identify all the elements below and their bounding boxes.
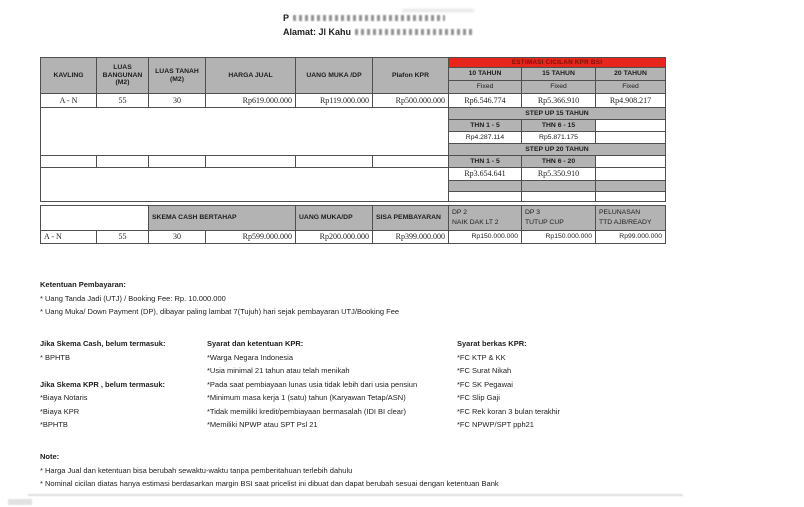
rate-type-15: Fixed: [522, 81, 596, 94]
empty-cell: [596, 181, 666, 192]
col-header-dp2: [449, 206, 522, 231]
empty-cell: [596, 120, 666, 132]
estimasi-cicilan-banner: ESTIMASI CICILAN KPR BSI: [449, 58, 666, 68]
section-title: Syarat berkas KPR:: [457, 339, 527, 348]
step-up-20-banner: STEP UP 20 TAHUN: [449, 144, 666, 156]
cell-uang-muka: Rp200.000.000: [296, 231, 373, 244]
col-header-luas-tanah: LUAS TANAH (M2): [149, 58, 206, 94]
scan-artifact: [402, 9, 474, 12]
step-up-20-value-1: Rp3.654.641: [449, 168, 522, 181]
empty-region: [41, 108, 449, 156]
col-header-tenor-10: 10 TAHUN: [449, 68, 522, 81]
list-item: *Pada saat pembiayaan lunas usia tidak lebih dari usia pensiun: [207, 379, 418, 389]
list-item: * Harga Jual dan ketentuan bisa berubah sewaktu-waktu tanpa pemberitahuan terlebih dahulu: [40, 465, 353, 475]
cash-exclusions-section: [40, 337, 206, 432]
empty-cell: [41, 156, 97, 168]
cell-uang-muka: Rp119.000.000: [296, 94, 373, 108]
cell-harga-jual: Rp599.000.000: [206, 231, 296, 244]
step-up-15-range-1: THN 1 - 5: [449, 120, 522, 132]
pelunasan-line1: PELUNASAN: [599, 208, 641, 216]
section-title: Syarat dan ketentuan KPR:: [207, 339, 304, 348]
cell-kavling: A - N: [41, 231, 97, 244]
list-item: *BPHTB: [40, 420, 68, 429]
empty-cell: [149, 156, 206, 168]
col-header-pelunasan: [596, 206, 666, 231]
list-item: *Minimum masa kerja 1 (satu) tahun (Karyawan Tetap/ASN): [207, 393, 406, 402]
document-address-text: Alamat: Jl Kahu: [283, 27, 352, 37]
scan-artifact: [28, 494, 683, 496]
col-header-kavling: KAVLING: [41, 58, 97, 94]
document-title-text: P: [283, 13, 290, 23]
empty-cell: [296, 156, 373, 168]
document-header: [283, 13, 473, 37]
empty-cell: [373, 156, 449, 168]
list-item: *FC Surat Nikah: [457, 366, 512, 375]
col-header-luas-bangunan: LUAS BANGUNAN (M2): [97, 58, 149, 94]
col-header-dp3: [522, 206, 596, 231]
step-up-15-value-2: Rp5.871.175: [522, 132, 596, 144]
list-item: *FC SK Pegawai: [457, 379, 513, 389]
list-item: *Biaya Notaris: [40, 393, 88, 402]
empty-cell: [522, 192, 596, 202]
cell-cicilan-10: Rp6.546.774: [449, 94, 522, 108]
kpr-price-table: [40, 57, 666, 202]
document-address: [283, 27, 473, 37]
empty-cell: [206, 156, 296, 168]
cell-luas-tanah: 30: [149, 231, 206, 244]
cell-cicilan-15: Rp5.366.910: [522, 94, 596, 108]
payment-terms-section: [40, 278, 399, 319]
col-header-tenor-15: 15 TAHUN: [522, 68, 596, 81]
cell-luas-tanah: 30: [149, 94, 206, 108]
table-row: [41, 231, 666, 244]
step-up-20-range-2: THN 6 - 20: [522, 156, 596, 168]
cell-harga-jual: Rp619.000.000: [206, 94, 296, 108]
cell-pelunasan: Rp99.000.000: [596, 231, 666, 244]
redacted-text: [355, 29, 473, 35]
empty-cell: [449, 192, 522, 202]
empty-cell: [596, 156, 666, 168]
skema-cash-header: SKEMA CASH BERTAHAP: [149, 206, 296, 231]
step-up-20-range-1: THN 1 - 5: [449, 156, 522, 168]
note-section: [40, 450, 499, 491]
col-header-sisa-pembayaran: SISA PEMBAYARAN: [373, 206, 449, 231]
redacted-text: [293, 15, 445, 21]
empty-cell: [596, 168, 666, 181]
cell-sisa-pembayaran: Rp399.000.000: [373, 231, 449, 244]
list-item: * Nominal cicilan diatas hanya estimasi berdasarkan margin BSI saat pricelist ini dibuat dan dapat berubah sesuai dengan ketentuan Bank: [40, 479, 499, 488]
section-title: Note:: [40, 452, 60, 461]
col-header-uang-muka-dp: UANG MUKA/DP: [296, 206, 373, 231]
list-item: *FC Slip Gaji: [457, 393, 500, 402]
kpr-documents-section: [457, 337, 687, 432]
list-item: *FC KTP & KK: [457, 352, 506, 362]
empty-cell: [97, 156, 149, 168]
cell-kavling: A - N: [41, 94, 97, 108]
cell-dp3: Rp150.000.000: [522, 231, 596, 244]
empty-cell: [522, 181, 596, 192]
col-header-plafon-kpr: Plafon KPR: [373, 58, 449, 94]
section-title: Ketentuan Pembayaran:: [40, 280, 126, 289]
list-item: *Biaya KPR: [40, 406, 80, 416]
dp3-line1: DP 3: [525, 208, 540, 216]
list-item: *Tidak memiliki kredit/pembiayaan bermasalah (IDI BI clear): [207, 406, 406, 416]
cell-luas-bangunan: 55: [97, 231, 149, 244]
scan-artifact: [8, 499, 32, 505]
dp3-line2: TUTUP CUP: [525, 219, 564, 226]
kpr-conditions-section: [207, 337, 455, 432]
step-up-15-value-1: Rp4.287.114: [449, 132, 522, 144]
cash-scheme-table: [40, 205, 666, 244]
col-header-tenor-20: 20 TAHUN: [596, 68, 666, 81]
step-up-15-range-2: THN 6 - 15: [522, 120, 596, 132]
step-up-15-banner: STEP UP 15 TAHUN: [449, 108, 666, 120]
list-item: *Memiliki NPWP atau SPT Psl 21: [207, 420, 318, 429]
col-header-uang-muka: UANG MUKA /DP: [296, 58, 373, 94]
table-row: [41, 94, 666, 108]
empty-cell: [596, 132, 666, 144]
section-title: Jika Skema KPR , belum termasuk:: [40, 379, 166, 389]
cell-cicilan-20: Rp4.908.217: [596, 94, 666, 108]
cell-dp2: Rp150.000.000: [449, 231, 522, 244]
list-item: *FC Rek koran 3 bulan terakhir: [457, 406, 560, 416]
dp2-line1: DP 2: [452, 208, 467, 216]
list-item: * BPHTB: [40, 352, 71, 362]
list-item: *Warga Negara Indonesia: [207, 352, 294, 362]
document-title: [283, 13, 473, 23]
empty-region: [41, 168, 449, 202]
step-up-20-value-2: Rp5.350.910: [522, 168, 596, 181]
rate-type-20: Fixed: [596, 81, 666, 94]
cell-plafon-kpr: Rp500.000.000: [373, 94, 449, 108]
cell-luas-bangunan: 55: [97, 94, 149, 108]
empty-cell: [41, 206, 149, 231]
empty-cell: [449, 181, 522, 192]
list-item: *Usia minimal 21 tahun atau telah menikah: [207, 366, 350, 375]
list-item: *FC NPWP/SPT pph21: [457, 420, 534, 429]
list-item: * Uang Muka/ Down Payment (DP), dibayar paling lambat 7(Tujuh) hari sejak pembayaran UTJ/Booking Fee: [40, 307, 400, 316]
section-title: Jika Skema Cash, belum termasuk:: [40, 339, 166, 348]
pelunasan-line2: TTD AJB/READY: [599, 219, 652, 226]
col-header-harga-jual: HARGA JUAL: [206, 58, 296, 94]
list-item: * Uang Tanda Jadi (UTJ) / Booking Fee: Rp. 10.000.000: [40, 293, 226, 303]
dp2-line2: NAIK DAK LT 2: [452, 219, 499, 226]
empty-cell: [596, 192, 666, 202]
rate-type-10: Fixed: [449, 81, 522, 94]
